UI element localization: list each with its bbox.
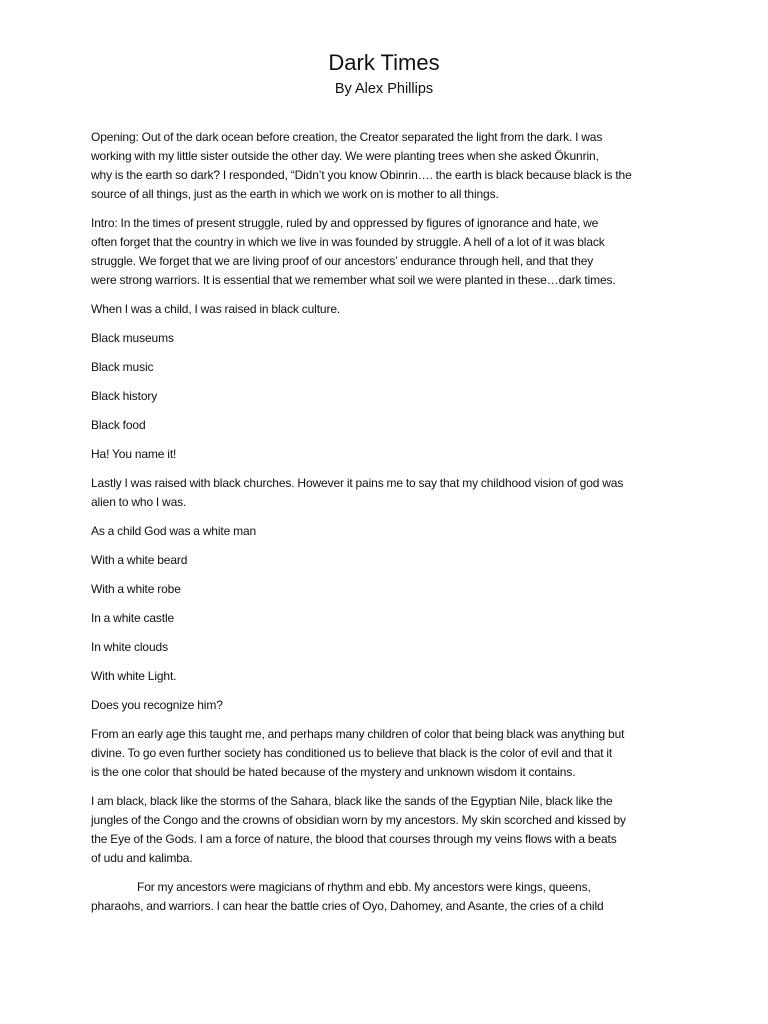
text-line: With white Light. [91,669,177,683]
text-line: of udu and kalimba. [91,851,193,865]
paragraph [91,474,691,512]
text-line: source of all things, just as the earth in which we work on is mother to all things. [91,187,499,201]
paragraph [91,445,691,464]
paragraph [91,638,691,657]
text-line: Intro: In the times of present struggle, ruled by and oppressed by figures of ignorance and hate, we [91,216,599,230]
text-line: As a child God was a white man [91,524,257,538]
paragraph [91,358,691,377]
text-line: is the one color that should be hated because of the mystery and unknown wisdom it contains. [91,765,576,779]
paragraph [91,725,691,782]
text-line: divine. To go even further society has conditioned us to believe that black is the color of evil and that it [91,746,613,760]
text-line: Does you recognize him? [91,698,223,712]
text-line: struggle. We forget that we are living proof of our ancestors’ endurance through hell, and that they [91,254,594,268]
paragraph [91,300,691,319]
text-line: Opening: Out of the dark ocean before creation, the Creator separated the light from the dark. I was [91,130,603,144]
paragraph [91,214,691,290]
paragraph [91,609,691,628]
text-line: With a white robe [91,582,181,596]
paragraph [91,878,691,916]
paragraph [91,792,691,868]
author-byline: By Alex Phillips [334,81,434,97]
text-line: Lastly I was raised with black churches. However it pains me to say that my childhood vision of god was [91,476,624,490]
document-title: Dark Times [328,50,440,75]
text-line: Black history [91,389,158,403]
paragraph [91,580,691,599]
text-line: In white clouds [91,640,168,654]
text-line: From an early age this taught me, and perhaps many children of color that being black was anything but [91,727,625,741]
text-line: were strong warriors. It is essential that we remember what soil we were planted in these…dark times. [91,273,616,287]
text-line: When I was a child, I was raised in black culture. [91,302,341,316]
text-line: Black music [91,360,154,374]
paragraph [91,696,691,715]
paragraph [91,329,691,348]
text-line: why is the earth so dark? I responded, “Didn’t you know Obinrin…. the earth is black because black is the [91,168,632,182]
text-line: the Eye of the Gods. I am a force of nature, the blood that courses through my veins flows with a beats [91,832,617,846]
text-line: pharaohs, and warriors. I can hear the battle cries of Oyo, Dahomey, and Asante, the cries of a child [91,899,604,913]
text-line: For my ancestors were magicians of rhythm and ebb. My ancestors were kings, queens, [137,880,591,894]
text-line: alien to who I was. [91,495,187,509]
paragraph [91,522,691,541]
text-line: working with my little sister outside the other day. We were planting trees when she asked Ökunrin, [91,149,599,163]
paragraph [91,128,691,204]
paragraph [91,667,691,686]
text-line: often forget that the country in which we live in was founded by struggle. A hell of a lot of it was black [91,235,605,249]
paragraph [91,551,691,570]
text-line: Ha! You name it! [91,447,177,461]
paragraph [91,387,691,406]
paragraph [91,416,691,435]
text-line: jungles of the Congo and the crowns of obsidian worn by my ancestors. My skin scorched and kissed by [91,813,626,827]
text-line: I am black, black like the storms of the Sahara, black like the sands of the Egyptian Nile, black like the [91,794,613,808]
text-line: In a white castle [91,611,175,625]
text-line: Black museums [91,331,174,345]
text-line: With a white beard [91,553,188,567]
document-body [91,128,691,926]
text-line: Black food [91,418,146,432]
